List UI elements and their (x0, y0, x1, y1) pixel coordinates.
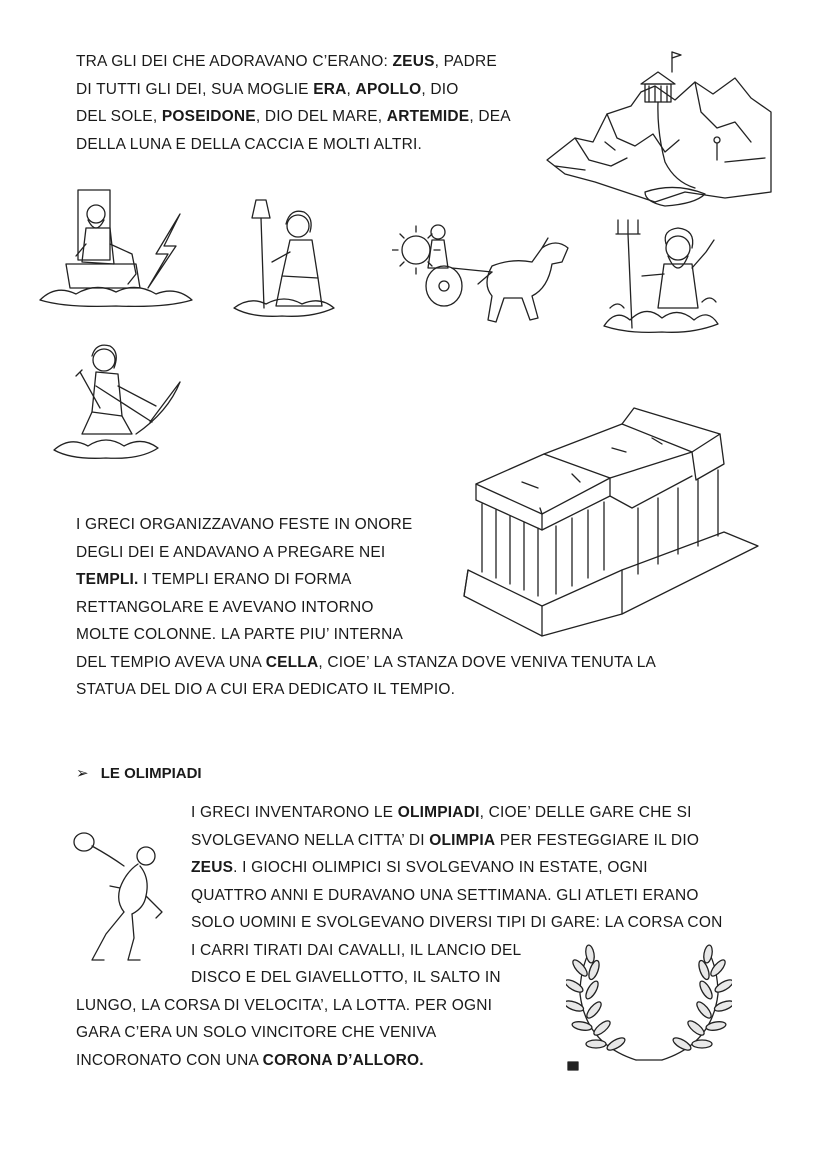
temple-text-line (76, 570, 351, 590)
bold-term: APOLLO (355, 81, 422, 98)
olympics-heading-text: LE OLIMPIADI (100, 765, 202, 782)
text-run: SOLO UOMINI E SVOLGEVANO DIVERSI TIPI DI GARE: LA CORSA CON (191, 914, 723, 931)
artemis-illustration (52, 342, 190, 462)
temple-text-line (76, 598, 374, 618)
olympics-heading (76, 764, 202, 782)
olympics-text-line (191, 941, 521, 961)
bold-term: CORONA D’ALLORO. (262, 1052, 424, 1069)
apollo-chariot-illustration (392, 218, 572, 344)
olympics-text-line (191, 858, 648, 878)
text-run: , DIO (421, 81, 459, 98)
mount-olympus-illustration (545, 42, 773, 220)
olympics-text-line (191, 886, 699, 906)
text-run: , CIOE’ LA STANZA DOVE VENIVA TENUTA LA (318, 654, 657, 671)
text-run: , PADRE (434, 53, 497, 70)
text-run: DI TUTTI GLI DEI, SUA MOGLIE (76, 81, 314, 98)
text-run: SVOLGEVANO NELLA CITTA’ DI (191, 832, 430, 849)
gods-text-line (76, 80, 459, 100)
text-run: PER FESTEGGIARE IL DIO (495, 832, 700, 849)
text-run: DELLA LUNA E DELLA CACCIA E MOLTI ALTRI. (76, 136, 422, 153)
olympics-text-line (191, 968, 501, 988)
temple-text-line (76, 543, 385, 563)
bold-term: POSEIDONE (161, 108, 256, 125)
text-run: LUNGO, LA CORSA DI VELOCITA’, LA LOTTA. PER OGNI (76, 997, 493, 1014)
olympics-text-line (191, 913, 722, 933)
temple-text-line (76, 625, 403, 645)
text-run: TRA GLI DEI CHE ADORAVANO C’ERANO: (76, 53, 393, 70)
temple-text-line (76, 515, 412, 535)
discus-thrower-illustration (70, 826, 168, 966)
gods-text-line (76, 107, 511, 127)
bold-term: OLIMPIADI (397, 804, 480, 821)
text-run: RETTANGOLARE E AVEVANO INTORNO (76, 599, 374, 616)
text-run: DISCO E DEL GIAVELLOTTO, IL SALTO IN (191, 969, 501, 986)
text-run: , CIOE’ DELLE GARE CHE SI (479, 804, 692, 821)
bold-term: CELLA (265, 654, 319, 671)
text-run: , (346, 81, 356, 98)
gods-text-line (76, 135, 422, 155)
olympics-text-line (191, 803, 692, 823)
olympics-text-line (76, 1051, 424, 1071)
olympics-text-line (191, 831, 699, 851)
bold-term: ARTEMIDE (386, 108, 470, 125)
gods-text-line (76, 52, 497, 72)
text-run: I GRECI INVENTARONO LE (191, 804, 398, 821)
text-run: DEGLI DEI E ANDAVANO A PREGARE NEI (76, 544, 386, 561)
bold-term: ZEUS (191, 859, 234, 876)
bold-term: TEMPLI. (76, 571, 139, 588)
text-run: STATUA DEL DIO A CUI ERA DEDICATO IL TEMPIO. (76, 681, 456, 698)
poseidon-illustration (602, 216, 720, 336)
bold-term: ERA (313, 81, 347, 98)
text-run: MOLTE COLONNE. LA PARTE PIU’ INTERNA (76, 626, 404, 643)
laurel-wreath-illustration (566, 944, 732, 1072)
hera-illustration (232, 196, 336, 322)
text-run: DEL SOLE, (76, 108, 162, 125)
text-run: DEL TEMPIO AVEVA UNA (76, 654, 266, 671)
text-run: . I GIOCHI OLIMPICI SI SVOLGEVANO IN ESTATE, OGNI (233, 859, 648, 876)
text-run: I GRECI ORGANIZZAVANO FESTE IN ONORE (76, 516, 413, 533)
temple-text-line (76, 653, 656, 673)
temple-text-line (76, 680, 455, 700)
text-run: INCORONATO CON UNA (76, 1052, 263, 1069)
text-run: , DEA (469, 108, 511, 125)
text-run: GARA C’ERA UN SOLO VINCITORE CHE VENIVA (76, 1024, 437, 1041)
text-run: I CARRI TIRATI DAI CAVALLI, IL LANCIO DEL (191, 942, 522, 959)
greek-temple-illustration (462, 404, 764, 638)
bold-term: ZEUS (392, 53, 435, 70)
text-run: QUATTRO ANNI E DURAVANO UNA SETTIMANA. GLI ATLETI ERANO (191, 887, 699, 904)
zeus-illustration (36, 184, 196, 312)
text-run: I TEMPLI ERANO DI FORMA (138, 571, 352, 588)
bullet-arrow-icon: ➢ (76, 765, 89, 782)
olympics-text-line (76, 1023, 436, 1043)
olympics-text-line (76, 996, 492, 1016)
bold-term: OLIMPIA (429, 832, 496, 849)
text-run: , DIO DEL MARE, (255, 108, 387, 125)
